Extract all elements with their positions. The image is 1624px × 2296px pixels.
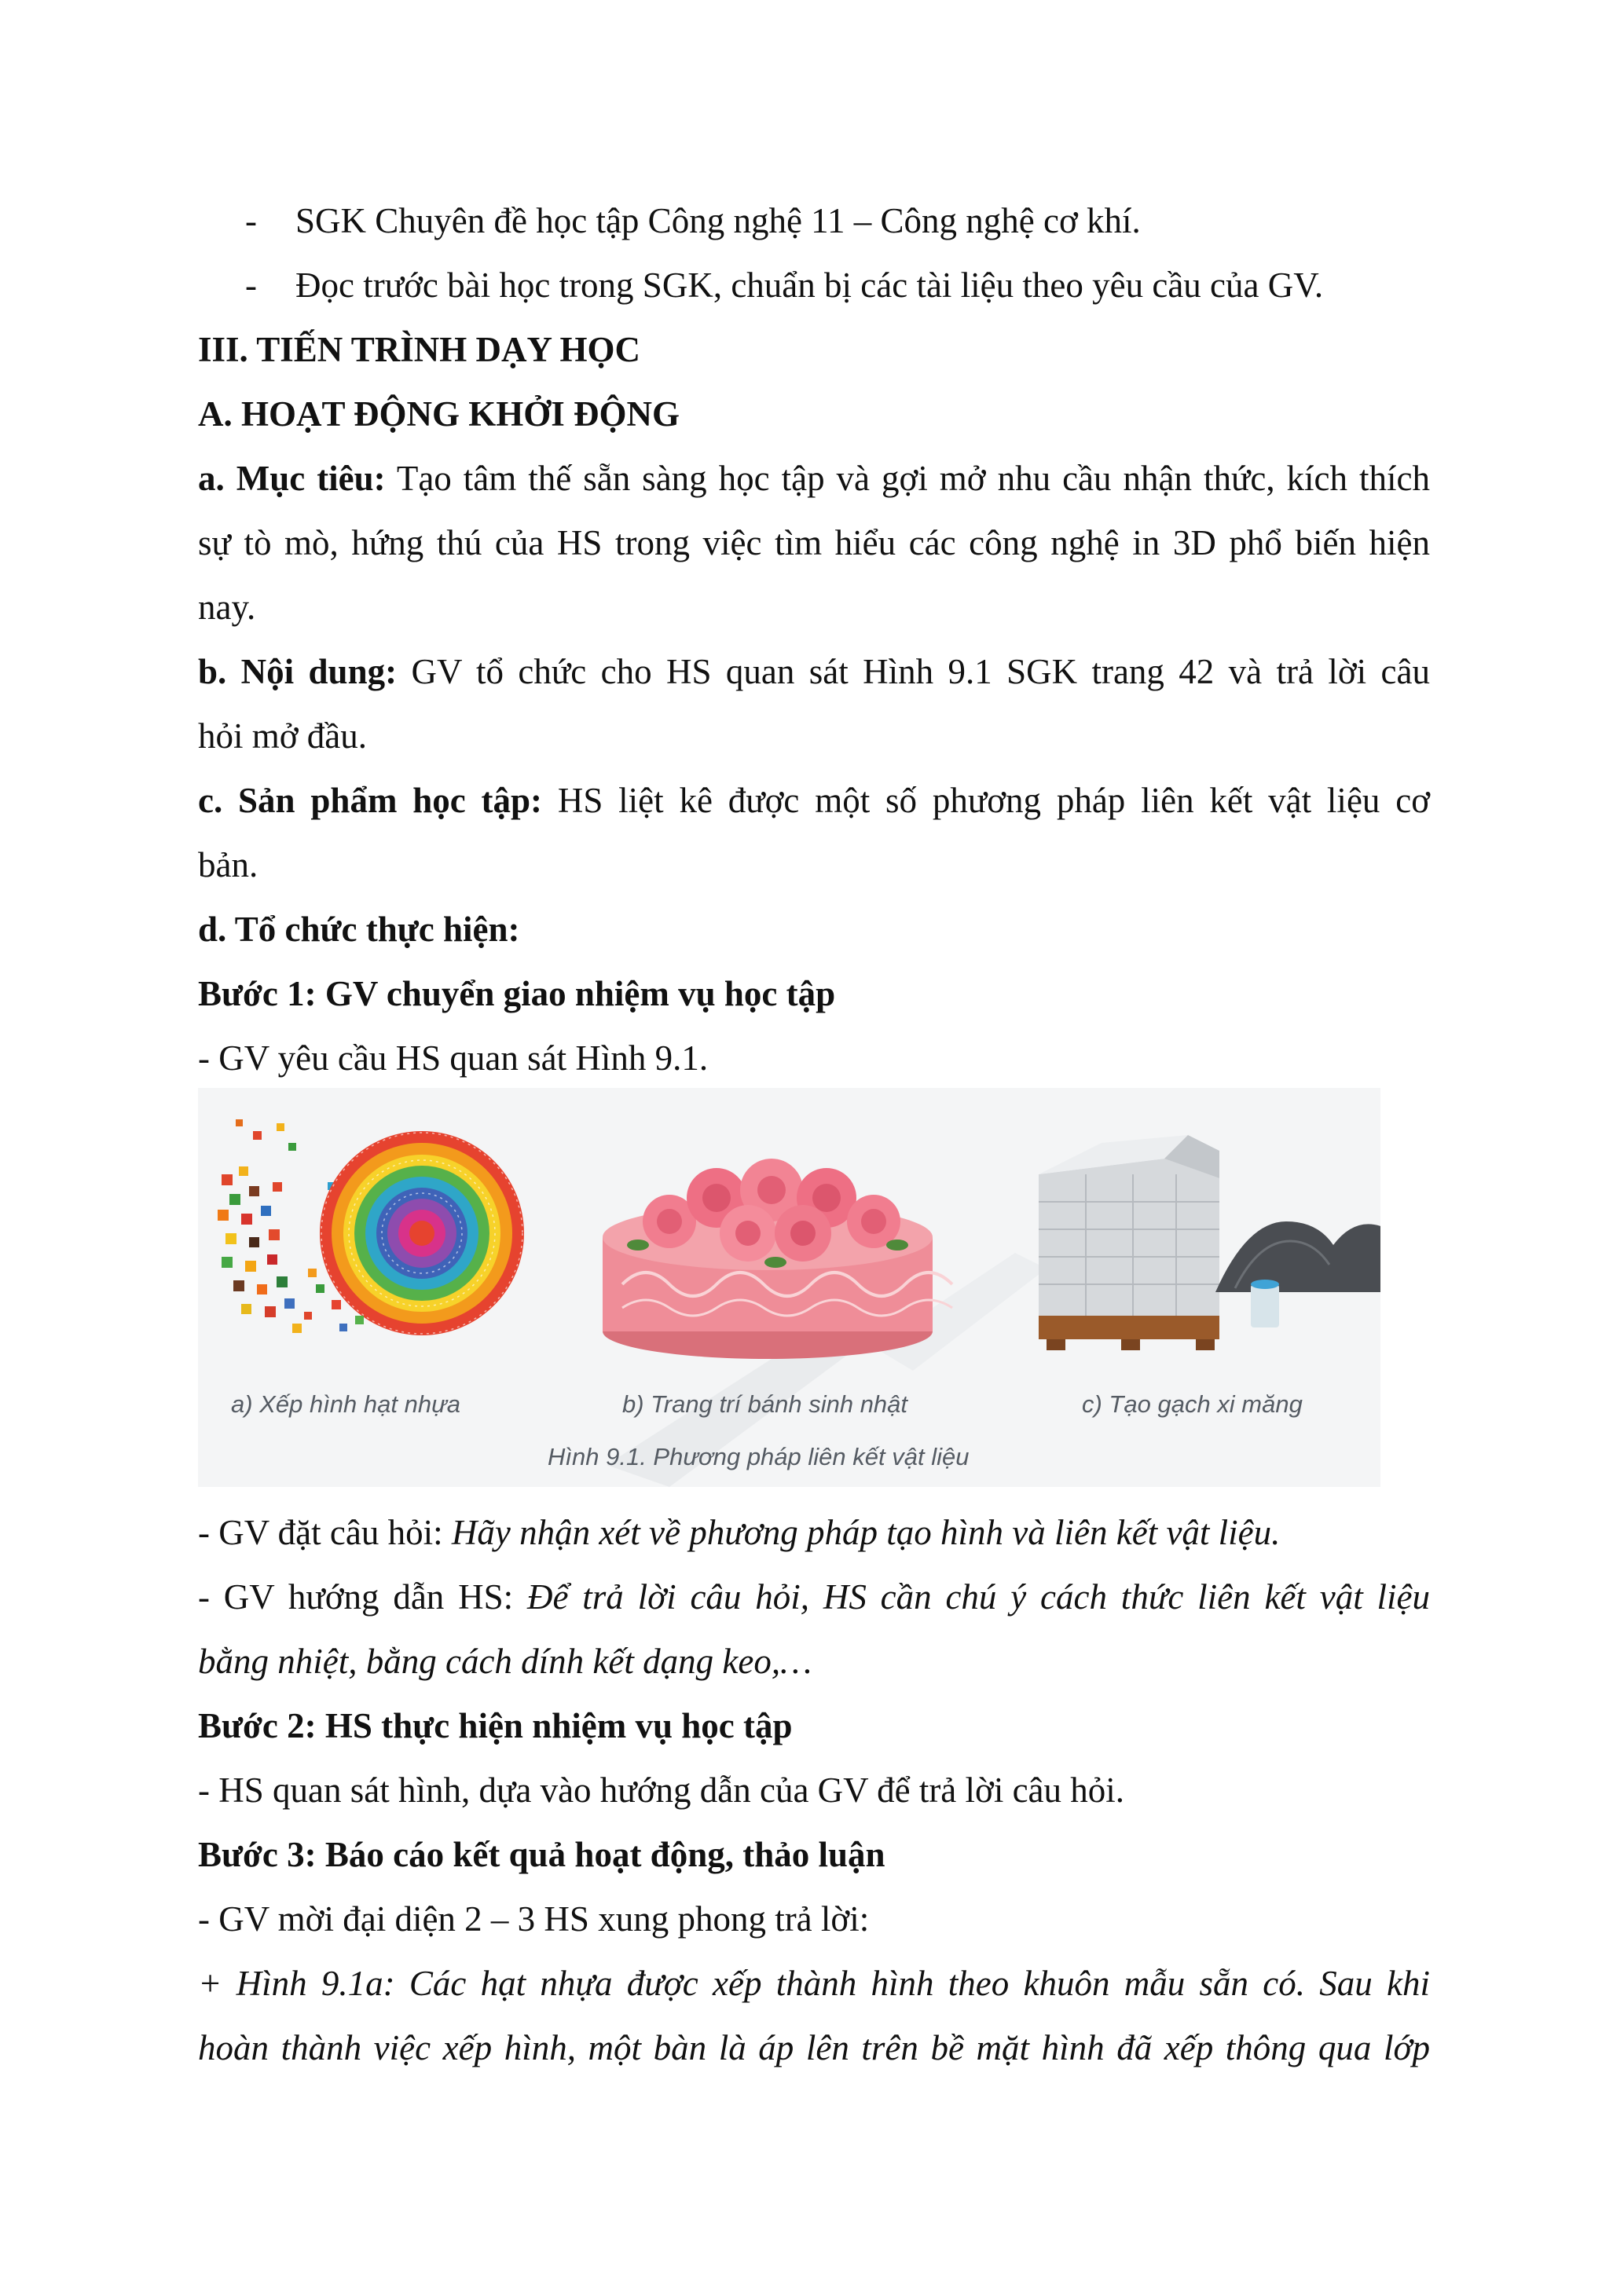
birthday-cake-image — [603, 1159, 952, 1359]
step1-line: - GV yêu cầu HS quan sát Hình 9.1. — [198, 1038, 709, 1078]
bullet-dash: - — [245, 265, 257, 305]
bead-disc — [320, 1131, 524, 1335]
step1-title: Bước 1: GV chuyển giao nhiệm vụ học tập — [198, 974, 836, 1013]
objective-line-2: sự tò mò, hứng thú của HS trong việc tìm hiểu các công nghệ in 3D phổ biến hiện — [198, 523, 1430, 562]
bullet-dash: - — [245, 201, 257, 240]
figure-title: Hình 9.1. Phương pháp liên kết vật liệu — [548, 1443, 970, 1470]
bullet-item: Đọc trước bài học trong SGK, chuẩn bị các tài liệu theo yêu cầu của GV. — [295, 265, 1324, 305]
figure-illustration — [198, 1088, 1380, 1487]
figure-9-1 — [198, 1088, 1380, 1487]
product-line-2: bản. — [198, 845, 258, 884]
content-line-1: b. Nội dung: GV tổ chức cho HS quan sát Hình 9.1 SGK trang 42 và trả lời câu — [198, 652, 1430, 691]
caption-a: a) Xếp hình hạt nhựa — [231, 1390, 460, 1418]
cement-bricks-image — [1039, 1135, 1380, 1350]
step3-italic-1: + Hình 9.1a: Các hạt nhựa được xếp thành hình theo khuôn mẫu sẵn có. Sau khi — [198, 1964, 1430, 2003]
activity-heading: A. HOẠT ĐỘNG KHỞI ĐỘNG — [198, 394, 680, 434]
caption-b: b) Trang trí bánh sinh nhật — [622, 1390, 908, 1418]
organize-heading: d. Tổ chức thực hiện: — [198, 910, 520, 949]
guide-line-1: - GV hướng dẫn HS: Để trả lời câu hỏi, HS cần chú ý cách thức liên kết vật liệu — [198, 1577, 1431, 1617]
guide-line-2: bằng nhiệt, bằng cách dính kết dạng keo,… — [198, 1642, 812, 1681]
caption-c: c) Tạo gạch xi măng — [1082, 1390, 1303, 1418]
cement-pile — [1215, 1221, 1380, 1292]
content-line-2: hỏi mở đầu. — [198, 716, 368, 756]
bullet-item: SGK Chuyên đề học tập Công nghệ 11 – Công nghệ cơ khí. — [295, 201, 1141, 240]
objective-line-1: a. Mục tiêu: Tạo tâm thế sẵn sàng học tập và gợi mở nhu cầu nhận thức, kích thích — [198, 459, 1430, 498]
section-heading: III. TIẾN TRÌNH DẠY HỌC — [198, 330, 641, 369]
question-line: - GV đặt câu hỏi: Hãy nhận xét về phương pháp tạo hình và liên kết vật liệu. — [198, 1513, 1281, 1552]
step2-line: - HS quan sát hình, dựa vào hướng dẫn của GV để trả lời câu hỏi. — [198, 1771, 1125, 1810]
step3-line: - GV mời đại diện 2 – 3 HS xung phong trả lời: — [198, 1899, 870, 1939]
product-line-1: c. Sản phẩm học tập: HS liệt kê được một số phương pháp liên kết vật liệu cơ — [198, 781, 1430, 820]
plastic-beads-image — [218, 1119, 524, 1335]
step3-italic-2: hoàn thành việc xếp hình, một bàn là áp lên trên bề mặt hình đã xếp thông qua lớp — [198, 2028, 1430, 2067]
step2-title: Bước 2: HS thực hiện nhiệm vụ học tập — [198, 1706, 793, 1745]
step3-title: Bước 3: Báo cáo kết quả hoạt động, thảo luận — [198, 1835, 885, 1874]
water-bucket — [1251, 1284, 1279, 1327]
objective-line-3: nay. — [198, 588, 256, 627]
